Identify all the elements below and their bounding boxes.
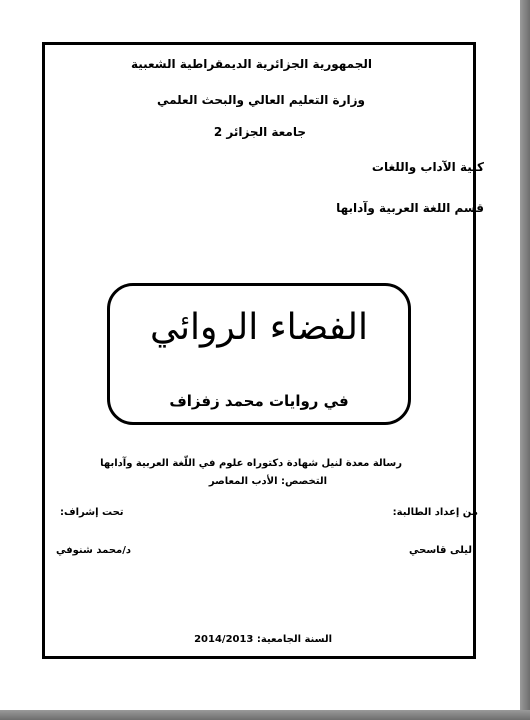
faculty-name: كلية الآداب واللغات <box>371 160 484 174</box>
student-name: ليلى قاسحي <box>409 545 472 556</box>
thesis-subtitle: في روايات محمد زفزاف <box>169 392 349 410</box>
prepared-by-label: من إعداد الطالبة: <box>392 507 478 518</box>
thesis-title: الفضاء الروائي <box>150 307 368 348</box>
academic-year: السنة الجامعية: 2014/2013 <box>194 634 332 645</box>
ministry-name: وزارة التعليم العالي والبحث العلمي <box>156 93 365 107</box>
thesis-purpose: رسالة معدة لنيل شهادة دكتوراه علوم في اللّغة العربية وآدابها <box>100 458 402 469</box>
university-name: جامعة الجزائر 2 <box>213 125 306 139</box>
department-name: قسم اللغة العربية وآدابها <box>336 201 484 215</box>
page-shadow-right <box>520 0 530 720</box>
supervisor-label: تحت إشراف: <box>60 507 124 518</box>
republic-name: الجمهورية الجزائرية الديمقراطية الشعبية <box>130 57 372 71</box>
thesis-specialty: التخصص: الأدب المعاصر <box>208 476 327 487</box>
page-shadow-bottom <box>0 710 530 720</box>
supervisor-name: د/محمد شنوفي <box>56 545 131 556</box>
